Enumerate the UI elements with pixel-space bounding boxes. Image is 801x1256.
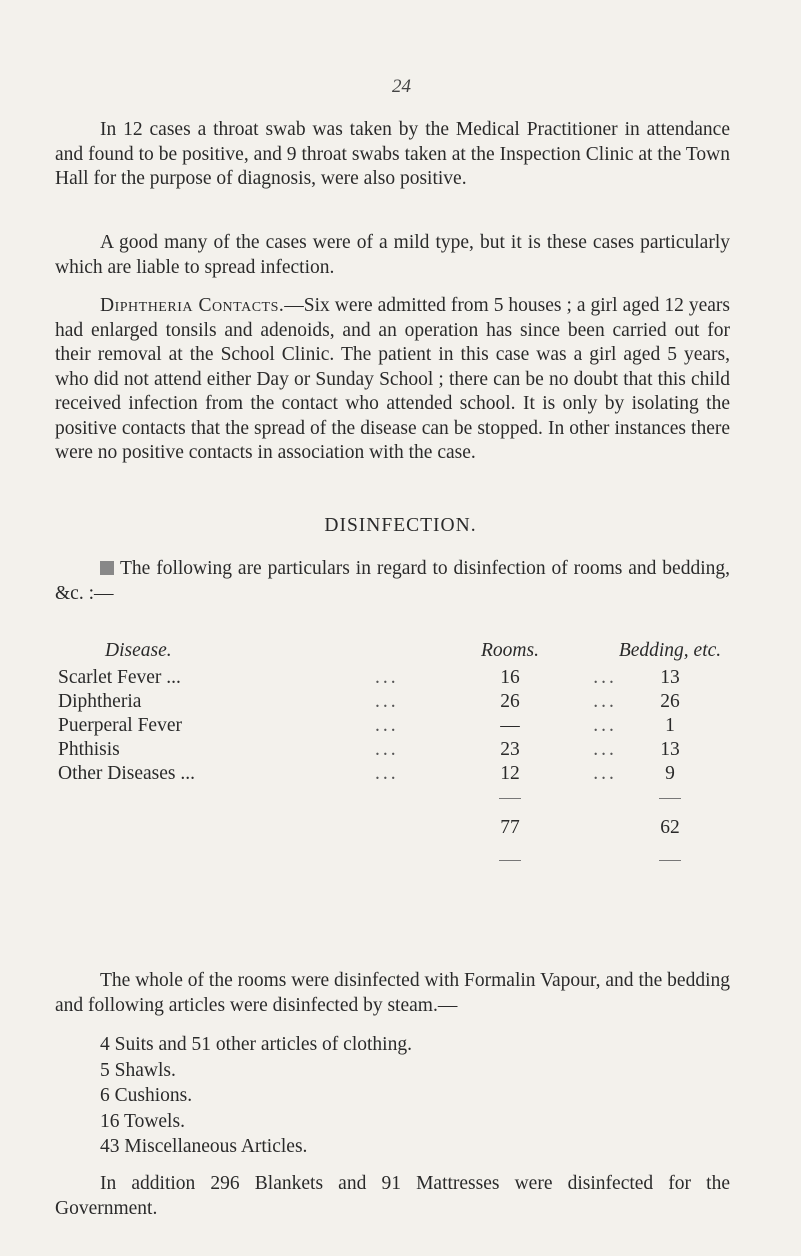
articles-list [100,1032,412,1160]
paragraph-throat-swabs: In 12 cases a throat swab was taken by the Medical Practitioner in attendance and found to be positive, and 9 throat swabs taken at the Inspection Clinic at the Town Hall for the purpose of diagnosis, were also positive. [55,119,730,189]
disease-cell: Other Diseases ... [58,763,196,784]
rooms-cell: 26 [500,691,520,712]
paragraph-formalin: The whole of the rooms were disinfected with Formalin Vapour, and the bedding and following articles were disinfected by steam.— [55,970,730,1016]
bedding-cell: 13 [660,667,680,688]
bedding-cell: 1 [665,715,675,736]
leader-dots: ... [375,667,399,688]
printer-mark-icon [100,561,114,575]
table-row [0,739,801,763]
leader-dots: ... [593,739,617,760]
table-row [0,763,801,787]
leader-dots: ... [593,715,617,736]
leader-dots: ... [375,739,399,760]
rooms-total: 77 [500,817,520,838]
total-rule-rooms-bottom [499,860,521,861]
bedding-cell: 13 [660,739,680,760]
diphtheria-contacts-body: —Six were admitted from 5 houses ; a girl aged 12 years had enlarged tonsils and adenoids, and an operation has since been carried out for their removal at the School Clinic. The patient in this case was a girl aged 5 years, who did not attend either Day or Sunday School ; there can be no doubt that this child received infection from the contact who attended school. It is only by isolating the positive contacts that the spread of the disease can be stopped. In other instances there were no positive contacts in association with the case. [55,295,730,463]
table-row [0,691,801,715]
header-rooms: Rooms. [481,640,539,661]
disease-cell: Puerperal Fever [58,715,182,736]
rooms-cell: 23 [500,739,520,760]
rooms-cell: — [500,715,520,736]
leader-dots: ... [593,691,617,712]
list-item: 5 Shawls. [100,1059,176,1081]
paragraph-government: In addition 296 Blankets and 91 Mattresses were disinfected for the Government. [55,1173,730,1219]
bedding-cell: 26 [660,691,680,712]
table-row [0,667,801,691]
rooms-cell: 12 [500,763,520,784]
header-disease: Disease. [105,640,172,661]
rooms-cell: 16 [500,667,520,688]
paragraph-diphtheria-contacts [55,294,730,466]
disinfection-intro-text: The following are particulars in regard to disinfection of rooms and bedding, &c. :— [55,558,730,604]
leader-dots: ... [593,667,617,688]
table-header-row [0,640,801,664]
disease-cell: Phthisis [58,739,120,760]
diphtheria-contacts-lead: Diphtheria Contacts. [100,295,285,316]
leader-dots: ... [375,715,399,736]
list-item: 6 Cushions. [100,1085,193,1106]
table-row [0,715,801,739]
list-item: 16 Towels. [100,1110,185,1132]
disease-cell: Scarlet Fever ... [58,667,181,688]
paragraph-mild-cases: A good many of the cases were of a mild type, but it is these cases particularly which are liable to spread infection. [55,232,730,278]
total-rule-bedding-top [659,798,681,799]
leader-dots: ... [375,763,399,784]
table-totals-row [0,817,801,841]
section-heading-disinfection: DISINFECTION. [324,515,477,536]
total-rule-rooms-top [499,798,521,799]
list-item: 43 Miscellaneous Articles. [100,1136,308,1157]
list-item: 4 Suits and 51 other articles of clothing. [100,1034,412,1055]
disease-cell: Diphtheria [58,691,142,712]
paragraph-disinfection-intro [55,557,730,606]
bedding-total: 62 [660,817,680,838]
page-number: 24 [392,76,411,97]
leader-dots: ... [375,691,399,712]
bedding-cell: 9 [665,763,675,784]
total-rule-bedding-bottom [659,860,681,861]
leader-dots: ... [593,763,617,784]
header-bedding: Bedding, etc. [618,640,722,661]
